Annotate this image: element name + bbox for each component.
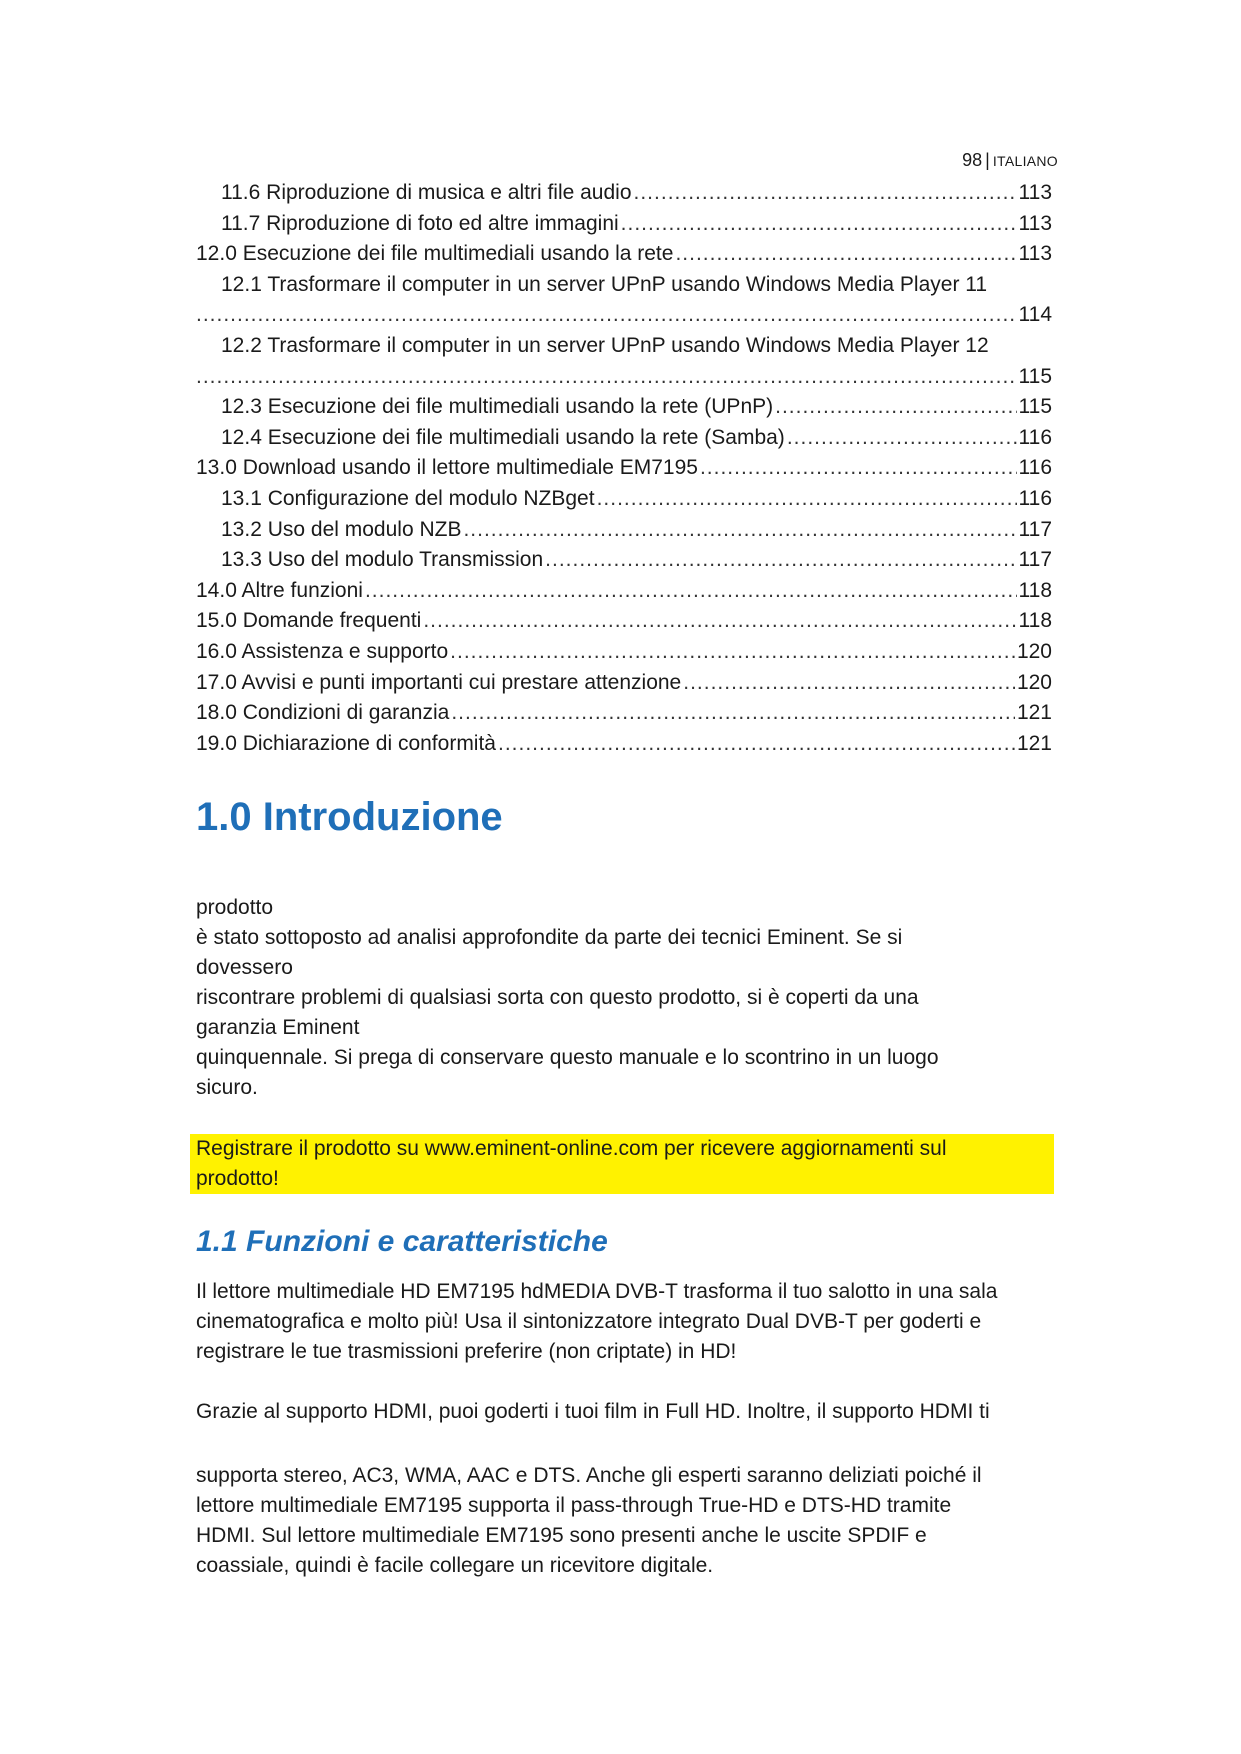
toc-leader-dots	[498, 729, 1015, 760]
toc-entry[interactable]	[196, 453, 1052, 484]
paragraph-line: registrare le tue trasmissioni preferire (non criptate) in HD!	[196, 1340, 737, 1363]
toc-entry-page: 117	[1018, 517, 1052, 541]
toc-entry[interactable]	[196, 606, 1052, 637]
toc-entry[interactable]	[196, 239, 1052, 270]
toc-leader-dots	[545, 545, 1016, 576]
toc-entry-title: 12.4 Esecuzione dei file multimediali usando la rete (Samba)	[221, 425, 785, 449]
intro-line: quinquennale. Si prega di conservare questo manuale e lo scontrino in un luogo	[196, 1046, 939, 1069]
toc-entry[interactable]	[196, 545, 1052, 576]
toc-leader-dots	[634, 178, 1017, 209]
toc-entry-title: 12.0 Esecuzione dei file multimediali usando la rete	[196, 242, 674, 266]
toc-entry-title: 18.0 Condizioni di garanzia	[196, 701, 450, 725]
toc-leader-dots	[196, 362, 1017, 393]
toc-entry-page: 113	[1018, 211, 1052, 235]
toc-entry-page: 115	[1018, 364, 1052, 388]
toc-entry-title: 14.0 Altre funzioni	[196, 578, 363, 602]
toc-entry[interactable]	[196, 668, 1052, 699]
toc-entry[interactable]	[196, 331, 1052, 392]
features-paragraph-2	[196, 1397, 1066, 1427]
paragraph-line: cinematografica e molto più! Usa il sintonizzatore integrato Dual DVB-T per goderti e	[196, 1310, 982, 1333]
toc-entry[interactable]	[196, 270, 1052, 331]
toc-entry[interactable]	[196, 515, 1052, 546]
toc-leader-dots	[675, 239, 1016, 270]
notice-line: Registrare il prodotto su www.eminent-online.com per ricevere aggiornamenti sul	[196, 1137, 947, 1160]
header-language: ITALIANO	[992, 153, 1058, 169]
toc-leader-dots	[597, 484, 1017, 515]
toc-leader-dots	[775, 392, 1016, 423]
registration-notice	[190, 1134, 1054, 1194]
toc-leader-dots	[700, 453, 1017, 484]
paragraph-line: Grazie al supporto HDMI, puoi goderti i tuoi film in Full HD. Inoltre, il supporto HDMI ti	[196, 1400, 990, 1423]
toc-entry-page: 114	[1018, 303, 1052, 327]
toc-entry-title: 17.0 Avvisi e punti importanti cui prestare attenzione	[196, 670, 682, 694]
toc-entry-title: 12.2 Trasformare il computer in un server UPnP usando Windows Media Player 12	[221, 333, 989, 357]
paragraph-line: coassiale, quindi è facile collegare un ricevitore digitale.	[196, 1554, 714, 1577]
intro-line: garanzia Eminent	[196, 1016, 360, 1039]
intro-line: prodotto	[196, 896, 274, 919]
toc-leader-dots	[451, 698, 1015, 729]
toc-entry-page: 115	[1018, 395, 1052, 419]
toc-leader-dots	[196, 300, 1017, 331]
toc-entry[interactable]	[196, 729, 1052, 760]
toc-entry[interactable]	[196, 178, 1052, 209]
toc-entry-page: 118	[1018, 609, 1052, 633]
toc-entry-title: 13.3 Uso del modulo Transmission	[221, 548, 544, 572]
toc-leader-dots	[621, 209, 1017, 240]
toc-entry[interactable]	[196, 576, 1052, 607]
toc-leader-dots	[365, 576, 1017, 607]
toc-entry[interactable]	[196, 637, 1052, 668]
toc-entry-page: 121	[1016, 731, 1052, 755]
toc-entry-page: 120	[1016, 639, 1052, 663]
toc-leader-dots	[787, 423, 1017, 454]
intro-line: dovessero	[196, 956, 293, 979]
toc-entry[interactable]	[196, 392, 1052, 423]
toc-entry-page: 116	[1018, 456, 1052, 480]
toc-entry-page: 118	[1018, 578, 1052, 602]
toc-entry[interactable]	[196, 698, 1052, 729]
paragraph-line: supporta stereo, AC3, WMA, AAC e DTS. Anche gli esperti saranno deliziati poiché il	[196, 1464, 982, 1487]
features-paragraph-3	[196, 1461, 1066, 1581]
toc-entry-title: 19.0 Dichiarazione di conformità	[196, 731, 496, 755]
toc-entry-title: 11.7 Riproduzione di foto ed altre immagini	[221, 211, 619, 235]
toc-entry-page: 113	[1018, 242, 1052, 266]
toc-leader-dots	[463, 515, 1016, 546]
toc-leader-dots	[423, 606, 1016, 637]
toc-entry-title: 11.6 Riproduzione di musica e altri file audio	[221, 181, 632, 204]
toc-entry[interactable]	[196, 209, 1052, 240]
toc-entry-title: 13.0 Download usando il lettore multimediale EM7195	[196, 456, 698, 480]
toc-entry-page: 116	[1018, 486, 1052, 510]
intro-line: sicuro.	[196, 1076, 258, 1099]
paragraph-line: Il lettore multimediale HD EM7195 hdMEDIA DVB-T trasforma il tuo salotto in una sala	[196, 1280, 998, 1303]
toc-entry-title: 12.1 Trasformare il computer in un server UPnP usando Windows Media Player 11	[221, 272, 988, 296]
toc-entry-page: 117	[1018, 548, 1052, 572]
page-header	[962, 150, 1058, 171]
toc-entry-page: 120	[1016, 670, 1052, 694]
table-of-contents	[196, 178, 1052, 759]
toc-entry-title: 13.1 Configurazione del modulo NZBget	[221, 486, 595, 510]
toc-entry-title: 12.3 Esecuzione dei file multimediali usando la rete (UPnP)	[221, 395, 774, 419]
intro-paragraph	[196, 893, 1016, 1103]
toc-entry-title: 15.0 Domande frequenti	[196, 609, 422, 633]
intro-line: riscontrare problemi di qualsiasi sorta con questo prodotto, si è coperti da una	[196, 986, 919, 1009]
notice-line: prodotto!	[196, 1167, 279, 1190]
features-paragraph-1	[196, 1277, 1066, 1367]
toc-entry-title: 13.2 Uso del modulo NZB	[221, 517, 462, 541]
intro-line: è stato sottoposto ad analisi approfondite da parte dei tecnici Eminent. Se si	[196, 926, 903, 949]
toc-entry-title: 16.0 Assistenza e supporto	[196, 639, 449, 663]
header-separator: |	[985, 150, 990, 170]
toc-entry[interactable]	[196, 484, 1052, 515]
toc-entry[interactable]	[196, 423, 1052, 454]
page-number: 98	[962, 150, 983, 170]
paragraph-line: lettore multimediale EM7195 supporta il pass-through True-HD e DTS-HD tramite	[196, 1494, 952, 1517]
toc-leader-dots	[450, 637, 1015, 668]
toc-leader-dots	[683, 668, 1015, 699]
section-heading-features: 1.1 Funzioni e caratteristiche	[196, 1225, 608, 1258]
toc-entry-page: 121	[1016, 701, 1052, 725]
paragraph-line: HDMI. Sul lettore multimediale EM7195 sono presenti anche le uscite SPDIF e	[196, 1524, 927, 1547]
section-heading-introduction: 1.0 Introduzione	[196, 795, 503, 839]
toc-entry-page: 113	[1018, 181, 1052, 204]
toc-entry-page: 116	[1018, 425, 1052, 449]
